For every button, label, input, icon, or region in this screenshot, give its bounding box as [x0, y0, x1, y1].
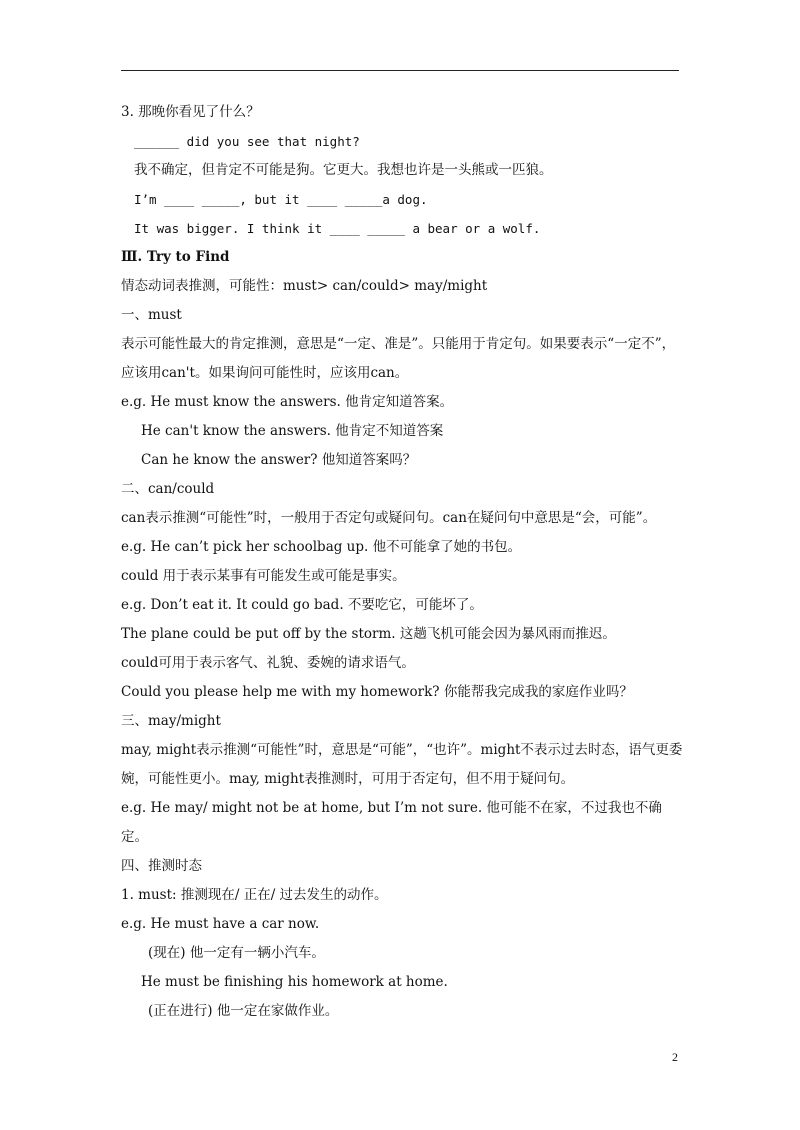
must-example-1: e.g. He must know the answers. 他肯定知道答案。	[121, 394, 454, 410]
question-3-blank-2: I’m ____ _____, but it ____ _____a dog.	[134, 192, 428, 207]
question-3-blank-3: It was bigger. I think it ____ _____ a bear or a wolf.	[134, 221, 541, 236]
must-example-3: Can he know the answer? 他知道答案吗？	[141, 452, 417, 468]
could-example-2: The plane could be put off by the storm. 这趟飞机可能会因为暴风雨而推迟。	[121, 626, 616, 642]
header-rule	[121, 70, 679, 71]
could-explanation-1: could 用于表示某事有可能发生或可能是事实。	[121, 568, 406, 584]
tense-example-2-translation: (正在进行) 他一定在家做作业。	[148, 1003, 339, 1019]
can-example: e.g. He can’t pick her schoolbag up. 他不可能拿了她的书包。	[121, 539, 522, 555]
must-example-2: He can't know the answers. 他肯定不知道答案	[141, 423, 444, 439]
page-number: 2	[672, 1050, 678, 1064]
subheading-tense: 四、推测时态	[121, 858, 202, 874]
tense-must-rule: 1. must: 推测现在/ 正在/ 过去发生的动作。	[121, 887, 388, 903]
tense-example-1: e.g. He must have a car now.	[121, 916, 320, 932]
could-example-3: Could you please help me with my homework? 你能帮我完成我的家庭作业吗？	[121, 684, 633, 700]
subheading-may-might: 三、may/might	[121, 713, 221, 729]
tense-example-1-translation: (现在) 他一定有一辆小汽车。	[148, 945, 325, 961]
document-body	[121, 98, 687, 1026]
tense-example-2: He must be finishing his homework at home.	[141, 974, 448, 990]
subheading-must: 一、must	[121, 307, 182, 323]
subheading-can-could: 二、can/could	[121, 481, 215, 497]
section-heading-try-to-find: Ⅲ. Try to Find	[121, 249, 230, 265]
must-explanation: 表示可能性最大的肯定推测，意思是“一定、准是”。只能用于肯定句。如果要表示“一定不”，应该用can't。如果询问可能性时，应该用can。	[121, 336, 676, 381]
may-might-explanation: may, might表示推测“可能性”时，意思是“可能”，“也许”。might不表示过去时态，语气更委婉，可能性更小。may, might表推测时，可用于否定句，但不用于疑问句。	[121, 742, 683, 787]
can-explanation: can表示推测“可能性”时，一般用于否定句或疑问句。can在疑问句中意思是“会，可能”。	[121, 510, 657, 526]
question-3-blank-1: ______ did you see that night?	[134, 134, 360, 149]
question-3-chinese: 我不确定，但肯定不可能是狗。它更大。我想也许是一头熊或一匹狼。	[134, 162, 553, 178]
question-3-prompt: 3. 那晚你看见了什么？	[121, 104, 260, 120]
may-might-example: e.g. He may/ might not be at home, but I’m not sure. 他可能不在家，不过我也不确定。	[121, 800, 662, 845]
could-example-1: e.g. Don’t eat it. It could go bad. 不要吃它，可能坏了。	[121, 597, 483, 613]
could-explanation-2: could可用于表示客气、礼貌、委婉的请求语气。	[121, 655, 415, 671]
modal-verbs-intro: 情态动词表推测，可能性：must> can/could> may/might	[121, 278, 488, 294]
